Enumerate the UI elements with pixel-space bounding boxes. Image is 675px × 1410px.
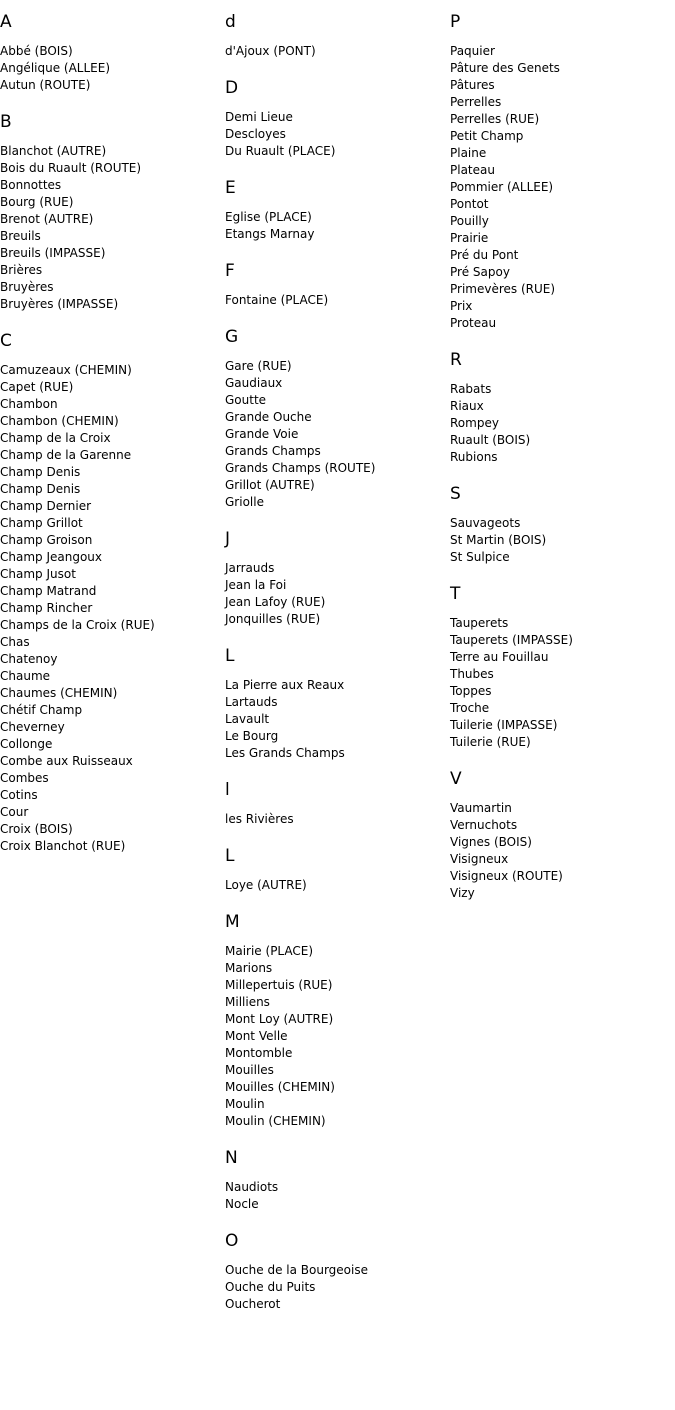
letter-section — [450, 11, 670, 332]
letter-section — [225, 177, 445, 243]
place-name-item: Fontaine (PLACE) — [225, 293, 329, 307]
place-name-item: Tuilerie (RUE) — [450, 735, 531, 749]
section-letter-heading: F — [225, 261, 235, 281]
place-name-item: Perrelles — [450, 95, 502, 109]
place-name-list — [225, 1179, 445, 1213]
place-name-item: Champ de la Croix — [0, 431, 111, 445]
place-name-item: Grands Champs (ROUTE) — [225, 461, 376, 475]
place-name-item: Angélique (ALLEE) — [0, 61, 111, 75]
place-name-item: Cour — [0, 805, 29, 819]
place-name-item: Brières — [0, 263, 43, 277]
place-name-item: Riaux — [450, 399, 484, 413]
place-name-list — [225, 811, 445, 828]
place-name-list — [225, 209, 445, 243]
letter-section — [225, 326, 445, 511]
place-name-item: Collonge — [0, 737, 53, 751]
place-name-item: Champ Rincher — [0, 601, 93, 615]
place-name-item: Lartauds — [225, 695, 278, 709]
place-name-item: Brenot (AUTRE) — [0, 212, 94, 226]
letter-section — [450, 768, 670, 902]
place-name-item: Chétif Champ — [0, 703, 83, 717]
section-letter-heading: E — [225, 178, 236, 198]
letter-section — [450, 483, 670, 566]
place-name-item: Grillot (AUTRE) — [225, 478, 315, 492]
place-name-item: Le Bourg — [225, 729, 279, 743]
place-name-item: Pâtures — [450, 78, 495, 92]
place-name-item: Chatenoy — [0, 652, 58, 666]
place-name-item: Gare (RUE) — [225, 359, 292, 373]
letter-section — [0, 111, 220, 313]
place-name-item: Pâture des Genets — [450, 61, 560, 75]
place-name-item: Ouche de la Bourgeoise — [225, 1263, 368, 1277]
place-name-item: Pontot — [450, 197, 489, 211]
place-name-item: Visigneux — [450, 852, 509, 866]
place-name-list — [0, 43, 220, 94]
place-name-item: Tuilerie (IMPASSE) — [450, 718, 558, 732]
section-letter-heading: T — [450, 584, 461, 604]
place-name-item: Thubes — [450, 667, 494, 681]
place-name-list — [450, 800, 670, 902]
section-letter-heading: L — [225, 846, 235, 866]
section-letter-heading: L — [225, 646, 235, 666]
place-name-item: Breuils (IMPASSE) — [0, 246, 106, 260]
place-name-item: Champ Grillot — [0, 516, 83, 530]
place-name-item: Toppes — [450, 684, 492, 698]
place-name-item: Descloyes — [225, 127, 286, 141]
place-name-item: Etangs Marnay — [225, 227, 315, 241]
place-name-item: Tauperets — [450, 616, 509, 630]
place-name-list — [225, 358, 445, 511]
letter-section — [225, 528, 445, 628]
place-name-item: Rompey — [450, 416, 499, 430]
section-letter-heading: A — [0, 12, 12, 32]
place-name-list — [450, 615, 670, 751]
place-name-item: Mont Velle — [225, 1029, 288, 1043]
place-name-item: Paquier — [450, 44, 495, 58]
place-name-item: Nocle — [225, 1197, 259, 1211]
letter-section — [0, 11, 220, 94]
place-name-item: Demi Lieue — [225, 110, 293, 124]
letter-section — [225, 1230, 445, 1313]
place-name-item: Bonnottes — [0, 178, 62, 192]
place-name-list — [225, 1262, 445, 1313]
place-name-item: Jean la Foi — [225, 578, 287, 592]
place-name-list — [450, 43, 670, 332]
place-name-item: Abbé (BOIS) — [0, 44, 73, 58]
place-name-item: Rabats — [450, 382, 492, 396]
place-name-item: Proteau — [450, 316, 497, 330]
place-name-item: Capet (RUE) — [0, 380, 74, 394]
letter-section — [225, 645, 445, 762]
place-name-item: Prix — [450, 299, 473, 313]
place-name-item: Chambon — [0, 397, 58, 411]
place-name-item: Chambon (CHEMIN) — [0, 414, 119, 428]
place-name-item: Sauvageots — [450, 516, 521, 530]
place-name-item: La Pierre aux Reaux — [225, 678, 345, 692]
letter-section — [225, 11, 445, 60]
place-name-item: Prairie — [450, 231, 489, 245]
place-name-item: St Martin (BOIS) — [450, 533, 547, 547]
letter-section — [0, 330, 220, 855]
section-letter-heading: P — [450, 12, 461, 32]
place-name-list — [225, 43, 445, 60]
place-name-item: Visigneux (ROUTE) — [450, 869, 563, 883]
place-name-item: Jonquilles (RUE) — [225, 612, 321, 626]
place-name-list — [225, 292, 445, 309]
place-name-list — [0, 362, 220, 855]
place-name-item: Mont Loy (AUTRE) — [225, 1012, 334, 1026]
place-name-item: Milliens — [225, 995, 270, 1009]
section-letter-heading: l — [225, 780, 230, 800]
place-name-list — [225, 560, 445, 628]
letter-section — [450, 583, 670, 751]
letter-section — [225, 260, 445, 309]
place-name-item: Combes — [0, 771, 49, 785]
place-name-item: Millepertuis (RUE) — [225, 978, 333, 992]
place-name-item: Moulin — [225, 1097, 265, 1111]
place-name-item: Griolle — [225, 495, 264, 509]
place-name-list — [225, 877, 445, 894]
place-name-item: Pré du Pont — [450, 248, 519, 262]
place-name-item: Bois du Ruault (ROUTE) — [0, 161, 142, 175]
section-letter-heading: d — [225, 12, 236, 32]
place-name-item: Loye (AUTRE) — [225, 878, 307, 892]
place-name-list — [450, 515, 670, 566]
place-name-item: Champ Denis — [0, 465, 81, 479]
letter-section — [225, 911, 445, 1130]
place-name-item: Vernuchots — [450, 818, 518, 832]
place-name-item: Jarrauds — [225, 561, 275, 575]
place-name-item: Rubions — [450, 450, 498, 464]
place-name-item: Mairie (PLACE) — [225, 944, 314, 958]
index-column-2 — [225, 11, 445, 1330]
place-name-item: Grands Champs — [225, 444, 321, 458]
place-name-item: Autun (ROUTE) — [0, 78, 91, 92]
section-letter-heading: C — [0, 331, 12, 351]
place-name-item: Blanchot (AUTRE) — [0, 144, 107, 158]
place-name-item: Pré Sapoy — [450, 265, 510, 279]
place-name-item: Primevères (RUE) — [450, 282, 556, 296]
letter-section — [225, 845, 445, 894]
place-name-item: St Sulpice — [450, 550, 510, 564]
section-letter-heading: O — [225, 1231, 239, 1251]
place-name-item: Terre au Fouillau — [450, 650, 549, 664]
place-name-item: Vaumartin — [450, 801, 512, 815]
place-name-item: Grande Ouche — [225, 410, 312, 424]
place-name-item: Montomble — [225, 1046, 293, 1060]
place-name-item: Perrelles (RUE) — [450, 112, 540, 126]
section-letter-heading: N — [225, 1148, 238, 1168]
place-name-item: Cheverney — [0, 720, 65, 734]
place-name-item: Pommier (ALLEE) — [450, 180, 554, 194]
place-name-item: Champ de la Garenne — [0, 448, 132, 462]
place-name-item: Pouilly — [450, 214, 489, 228]
place-name-item: Eglise (PLACE) — [225, 210, 312, 224]
place-name-item: Chas — [0, 635, 30, 649]
place-name-item: Naudiots — [225, 1180, 279, 1194]
place-name-list — [225, 677, 445, 762]
place-name-item: Vignes (BOIS) — [450, 835, 532, 849]
place-name-item: Mouilles (CHEMIN) — [225, 1080, 335, 1094]
place-name-item: les Rivières — [225, 812, 294, 826]
place-name-item: Ruault (BOIS) — [450, 433, 531, 447]
place-name-item: Lavault — [225, 712, 270, 726]
section-letter-heading: D — [225, 78, 239, 98]
letter-section — [225, 779, 445, 828]
place-name-item: Ouche du Puits — [225, 1280, 316, 1294]
place-name-list — [450, 381, 670, 466]
place-name-item: Gaudiaux — [225, 376, 283, 390]
place-name-item: Champs de la Croix (RUE) — [0, 618, 155, 632]
place-name-item: Les Grands Champs — [225, 746, 345, 760]
place-name-item: Tauperets (IMPASSE) — [450, 633, 573, 647]
place-name-item: Troche — [450, 701, 490, 715]
place-name-item: Chaume — [0, 669, 51, 683]
place-name-item: Cotins — [0, 788, 38, 802]
section-letter-heading: J — [225, 529, 231, 549]
letter-section — [450, 349, 670, 466]
place-name-item: Goutte — [225, 393, 267, 407]
section-letter-heading: G — [225, 327, 239, 347]
place-name-item: Mouilles — [225, 1063, 274, 1077]
section-letter-heading: B — [0, 112, 12, 132]
place-name-item: Chaumes (CHEMIN) — [0, 686, 118, 700]
place-name-item: Oucherot — [225, 1297, 281, 1311]
place-name-list — [0, 143, 220, 313]
section-letter-heading: R — [450, 350, 462, 370]
place-name-item: Plaine — [450, 146, 487, 160]
place-name-item: Champ Jusot — [0, 567, 76, 581]
place-name-item: Bruyères (IMPASSE) — [0, 297, 119, 311]
place-name-item: Champ Denis — [0, 482, 81, 496]
letter-section — [225, 77, 445, 160]
place-name-item: Grande Voie — [225, 427, 299, 441]
place-name-item: Combe aux Ruisseaux — [0, 754, 133, 768]
place-name-item: Vizy — [450, 886, 475, 900]
section-letter-heading: S — [450, 484, 461, 504]
place-name-item: Croix Blanchot (RUE) — [0, 839, 126, 853]
section-letter-heading: M — [225, 912, 240, 932]
place-name-item: Bruyères — [0, 280, 54, 294]
letter-section — [225, 1147, 445, 1213]
place-name-item: Plateau — [450, 163, 495, 177]
place-name-item: Champ Dernier — [0, 499, 92, 513]
place-name-item: Du Ruault (PLACE) — [225, 144, 336, 158]
place-name-item: Champ Groison — [0, 533, 93, 547]
place-name-item: Petit Champ — [450, 129, 524, 143]
place-name-item: Marions — [225, 961, 273, 975]
section-letter-heading: V — [450, 769, 462, 789]
place-name-item: Moulin (CHEMIN) — [225, 1114, 326, 1128]
place-name-item: Croix (BOIS) — [0, 822, 73, 836]
place-name-list — [225, 943, 445, 1130]
index-column-3 — [450, 11, 670, 919]
place-name-item: Champ Matrand — [0, 584, 97, 598]
place-name-list — [225, 109, 445, 160]
place-name-item: Jean Lafoy (RUE) — [225, 595, 326, 609]
index-column-1 — [0, 11, 220, 872]
place-name-item: Champ Jeangoux — [0, 550, 103, 564]
place-name-item: Bourg (RUE) — [0, 195, 74, 209]
place-name-item: d'Ajoux (PONT) — [225, 44, 316, 58]
place-name-item: Camuzeaux (CHEMIN) — [0, 363, 132, 377]
place-name-item: Breuils — [0, 229, 41, 243]
